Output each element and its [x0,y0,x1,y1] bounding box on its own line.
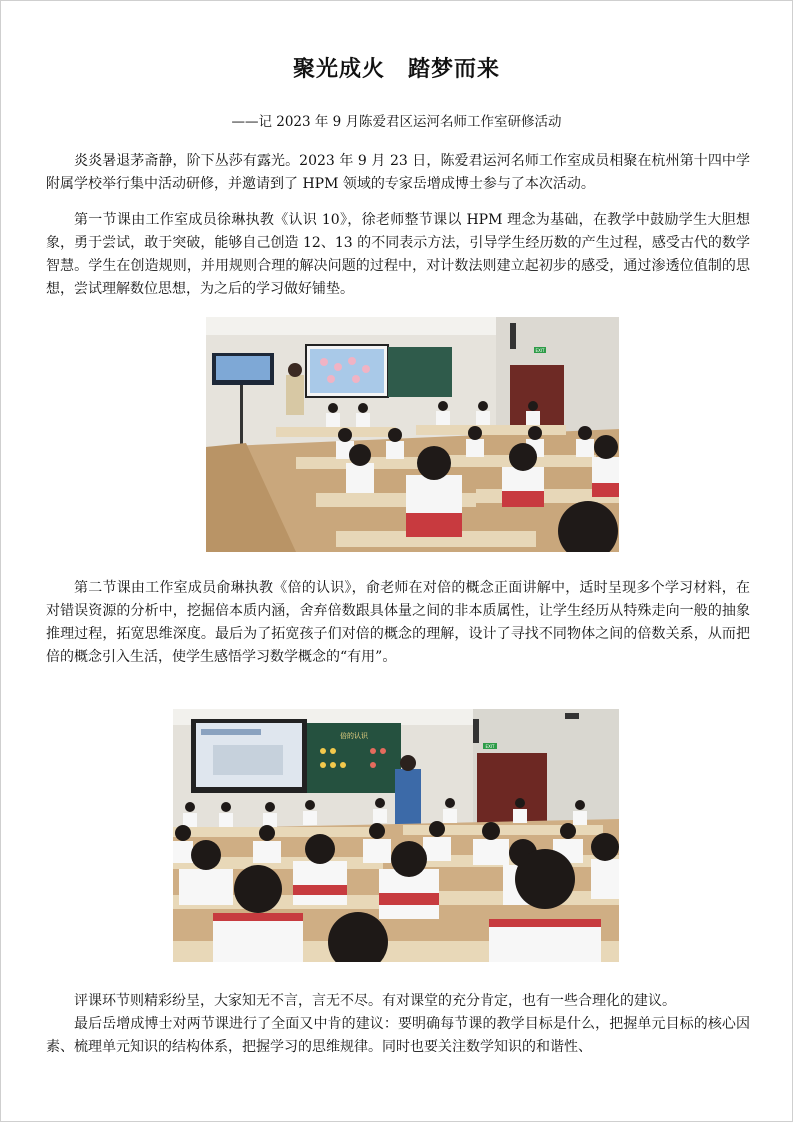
paragraph-lesson-two: 第二节课由工作室成员俞琳执教《倍的认识》，俞老师在对倍的概念正面讲解中，适时呈现多个学习材料，在对错误资源的分析中，挖掘倍本质内涵，舍弃倍数跟具体量之间的非本质属性，让学生经历从特殊走向一般的抽象推理过程，拓宽思维深度。最后为了拓宽孩子们对倍的概念的理解，设计了寻找不同物体之间的倍数关系，从而把倍的概念引入生活，使学生感悟学习数学概念的“有用”。 [46,580,750,665]
article-title: 聚光成火 踏梦而来 [292,57,500,82]
exit-sign: EXIT [485,744,495,749]
exit-sign: EXIT [535,348,545,353]
paragraph-intro: 炎炎暑退茅斋静，阶下丛莎有露光。2023 年 9 月 23 日，陈爱君运河名师工作室成员相聚在杭州第十四中学附属学校举行集中活动研修，并邀请到了 HPM 领域的专家岳增成博士参与了本次活动。 [46,153,750,192]
classroom-photo-lesson-two [173,709,619,962]
paragraph-expert-advice: 最后岳增成博士对两节课进行了全面又中肯的建议：要明确每节课的教学目标是什么，把握单元目标的核心因素、梳理单元知识的结构体系，把握学习的思维规律。同时也要关注数学知识的和谐性、 [46,1016,750,1055]
paragraph-review: 评课环节则精彩纷呈，大家知无不言，言无不尽。有对课堂的充分肯定，也有一些合理化的建议。 [74,993,676,1009]
paragraph-lesson-one: 第一节课由工作室成员徐琳执教《认识 10》，徐老师整节课以 HPM 理念为基础，在教学中鼓励学生大胆想象，勇于尝试，敢于突破，能够自己创造 12、13 的不同表示方法，引导学生经历数的产生过程，感受古代的数学智慧。学生在创造规则，并用规则合理的解决问题的过程中，对计数法则建立起初步的感受，通过渗透位值制的思想，尝试理解数位思想，为之后的学习做好铺垫。 [46,212,750,297]
classroom-photo-lesson-one [206,317,619,552]
article-subtitle: ——记 2023 年 9 月陈爱君区运河名师工作室研修活动 [231,114,562,130]
board-heading: 倍的认识 [340,732,368,740]
